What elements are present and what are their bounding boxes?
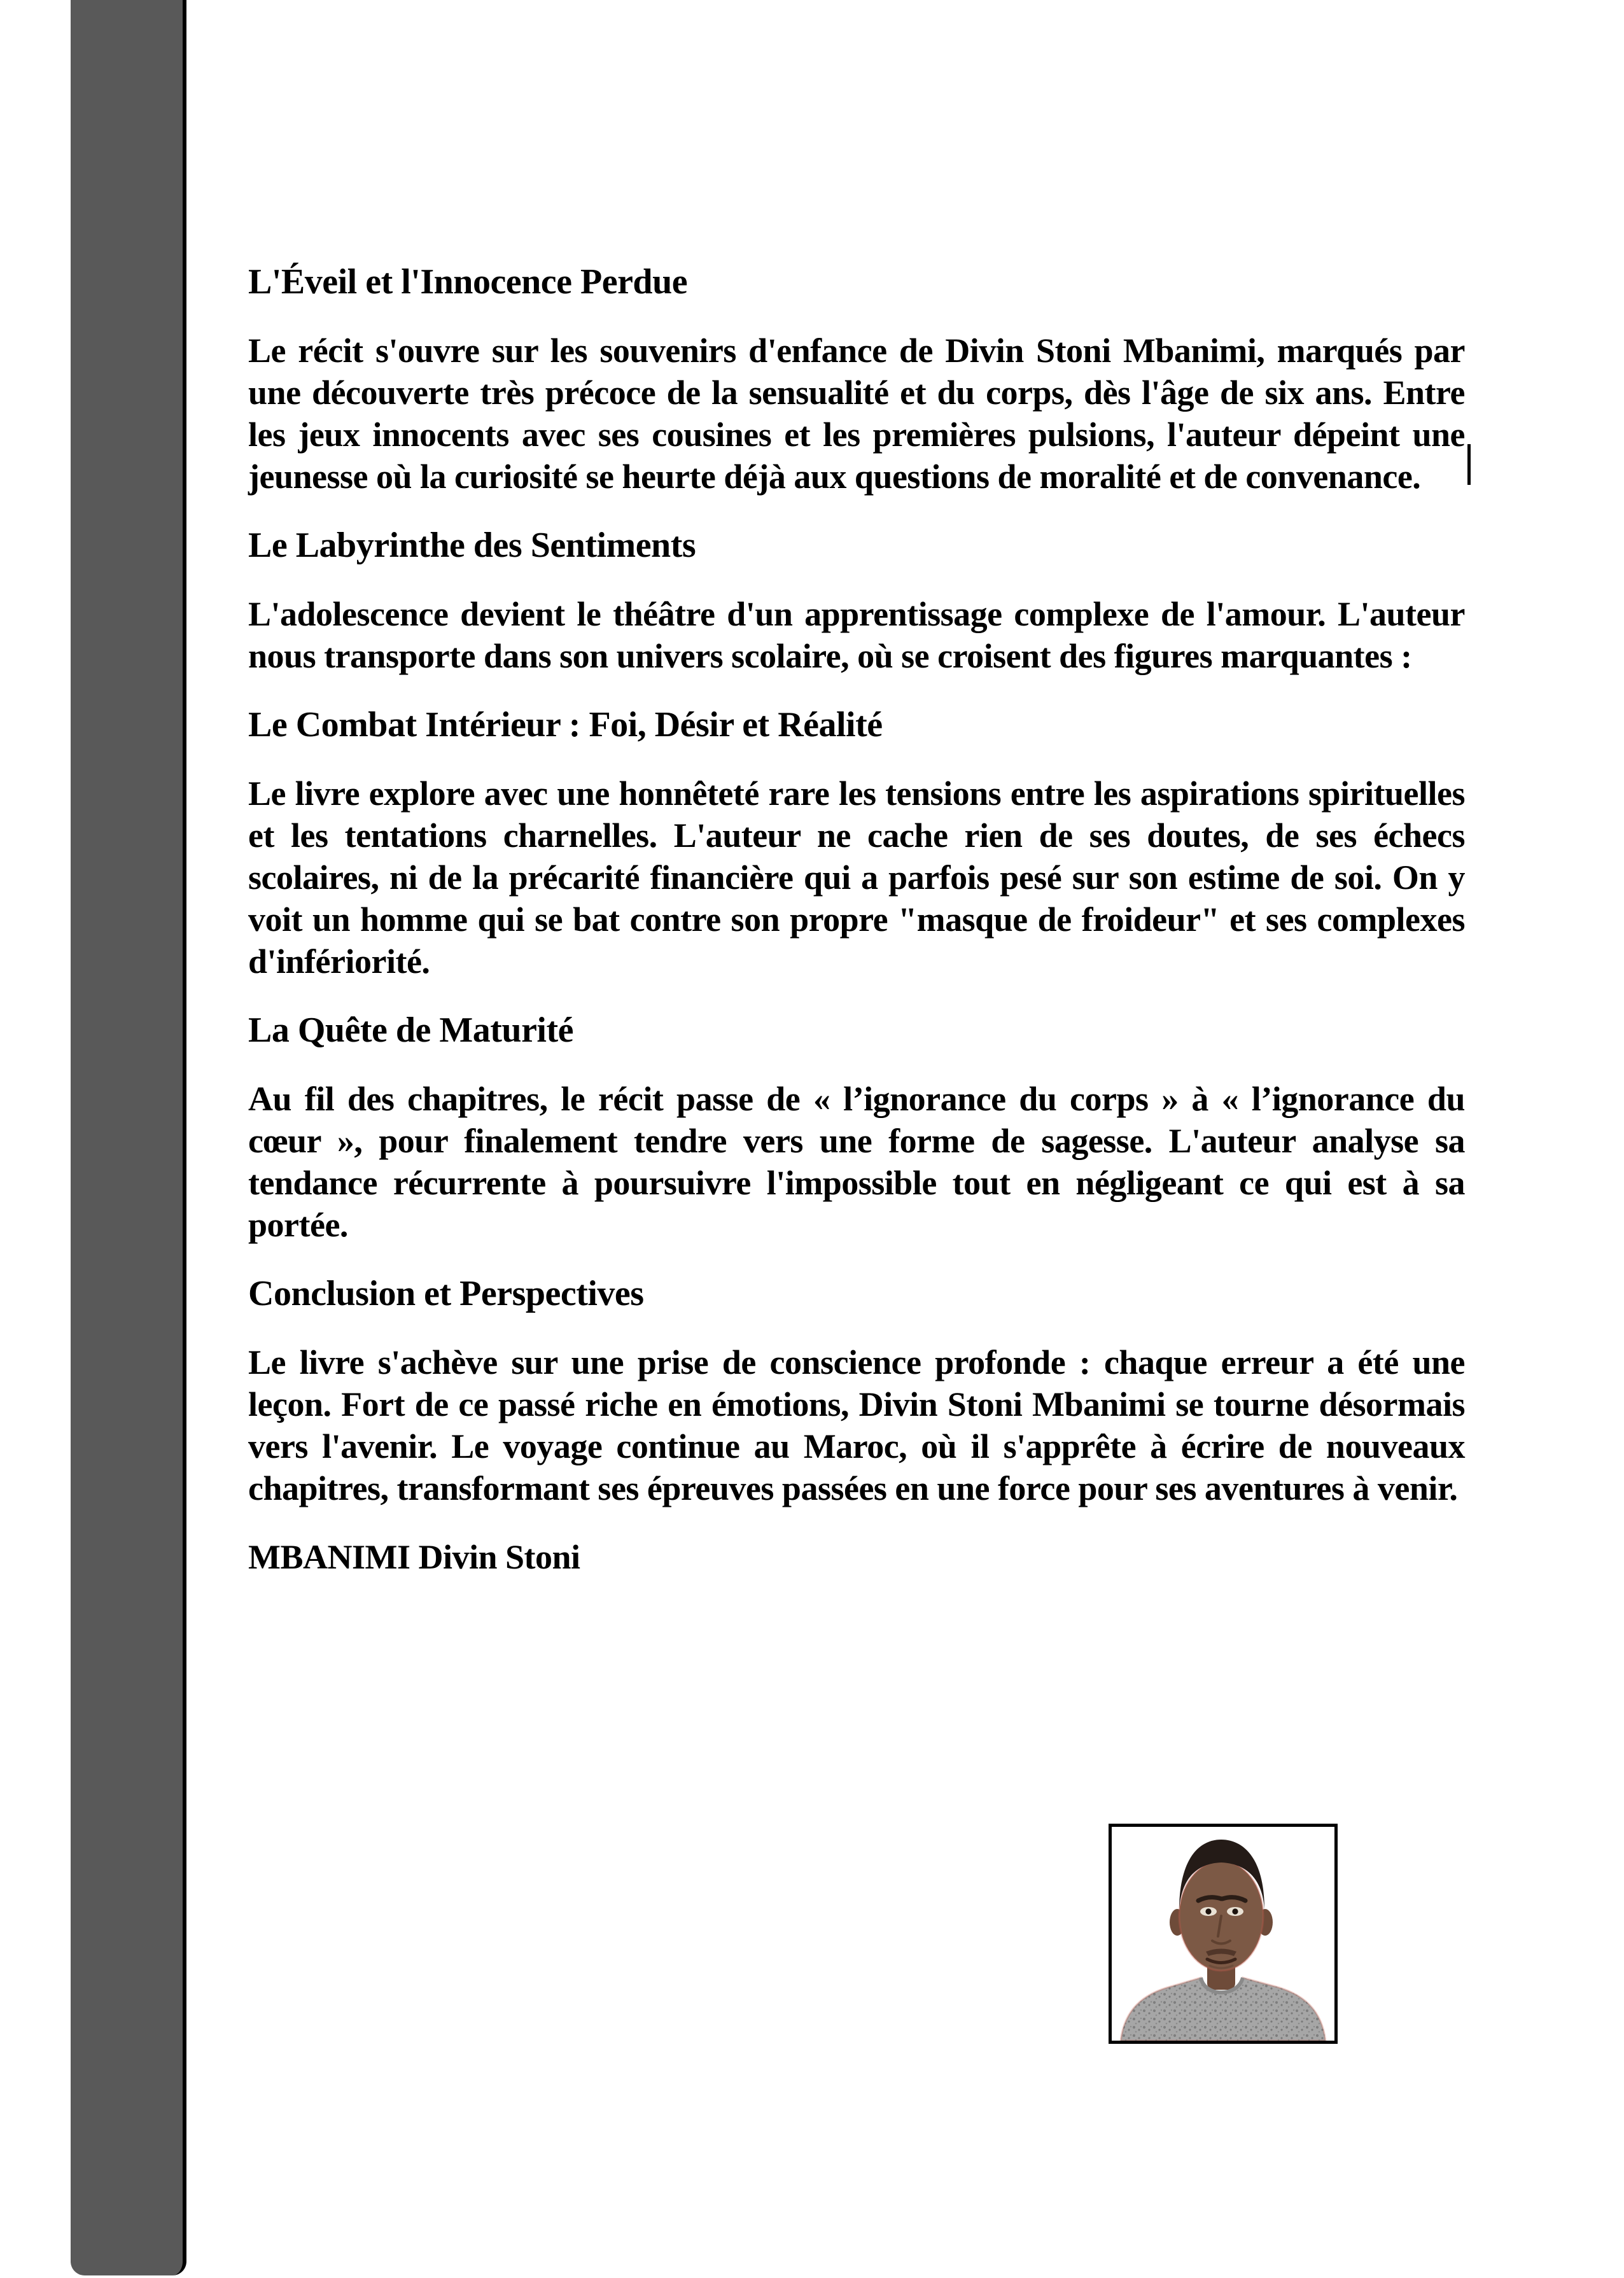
- section-paragraph-combat: Le livre explore avec une honnêteté rare les tensions entre les aspirations spirituelles et les tentations charnelles. L'auteur ne cache rien de ses doutes, de ses échecs scolaires, ni de la précarité financière qui a parfois pesé sur son estime de soi. On y voit un homme qui se bat contre son propre "masque de froideur" et ses complexes d'infériorité.: [248, 774, 1465, 981]
- text-cursor[interactable]: [1467, 444, 1471, 485]
- portrait-pupil-left: [1205, 1908, 1211, 1914]
- section-heading-conclusion: Conclusion et Perspectives: [248, 1274, 644, 1313]
- section-paragraph-labyrinthe: L'adolescence devient le théâtre d'un apprentissage complexe de l'amour. L'auteur nous transporte dans son univers scolaire, où se croisent des figures marquantes :: [248, 595, 1465, 675]
- section-heading-quete: La Quête de Maturité: [248, 1010, 573, 1050]
- author-signature: MBANIMI Divin Stoni: [248, 1538, 580, 1576]
- document-body: [248, 261, 1465, 1605]
- section-paragraph-eveil: Le récit s'ouvre sur les souvenirs d'enfance de Divin Stoni Mbanimi, marqués par une découverte très précoce de la sensualité et du corps, dès l'âge de six ans. Entre les jeux innocents avec ses cousines et les premières pulsions, l'auteur dépeint une jeunesse où la curiosité se heurte déjà aux questions de moralité et de convenance.: [248, 332, 1465, 496]
- section-heading-labyrinthe: Le Labyrinthe des Sentiments: [248, 526, 696, 565]
- left-accent-bar: [71, 0, 186, 2275]
- author-photo: [1109, 1824, 1338, 2044]
- section-paragraph-conclusion: Le livre s'achève sur une prise de conscience profonde : chaque erreur a été une leçon. Fort de ce passé riche en émotions, Divin Stoni Mbanimi se tourne désormais vers l'avenir. Le voyage continue au Maroc, où il s'apprête à écrire de nouveaux chapitres, transformant ses épreuves passées en une force pour ses aventures à venir.: [248, 1343, 1465, 1507]
- section-paragraph-quete: Au fil des chapitres, le récit passe de « l’ignorance du corps » à « l’ignorance du cœur », pour finalement tendre vers une forme de sagesse. L'auteur analyse sa tendance récurrente à poursuivre l'impossible tout en négligeant ce qui est à sa portée.: [248, 1080, 1465, 1244]
- author-portrait-illustration: [1112, 1827, 1334, 2041]
- section-heading-combat: Le Combat Intérieur : Foi, Désir et Réalité: [248, 705, 883, 744]
- section-heading-eveil: L'Éveil et l'Innocence Perdue: [248, 262, 688, 302]
- portrait-pupil-right: [1232, 1908, 1238, 1914]
